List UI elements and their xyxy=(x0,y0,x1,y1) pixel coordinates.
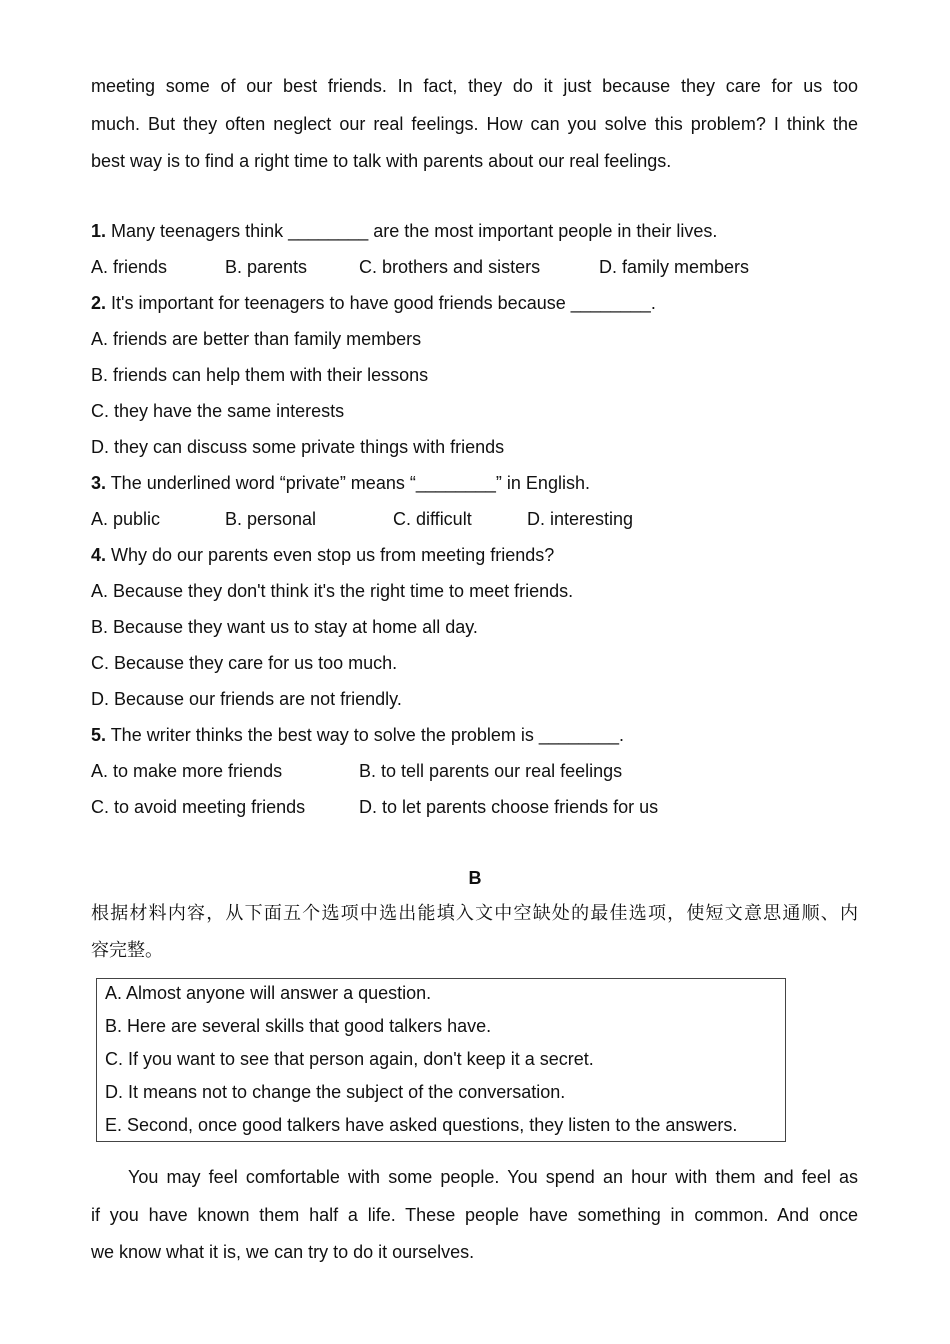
question-5 xyxy=(91,726,624,744)
question-2 xyxy=(91,294,656,312)
question-2-number: 2. xyxy=(91,293,107,313)
question-5-option-c: C. to avoid meeting friends xyxy=(91,797,306,817)
passage-line-1 xyxy=(91,1159,858,1197)
intro-line-2: much. But they often neglect our real feelings. How can you solve this problem? I think the xyxy=(91,113,858,134)
choice-b: B. Here are several skills that good talkers have. xyxy=(105,1016,492,1036)
question-4-option-a: A. Because they don't think it's the right time to meet friends. xyxy=(91,581,574,601)
question-5-stem: The writer thinks the best way to solve the problem is ________. xyxy=(106,725,624,745)
question-4-option-d: D. Because our friends are not friendly. xyxy=(91,689,402,709)
question-5-option-b: B. to tell parents our real feelings xyxy=(359,761,623,781)
intro-line-1: meeting some of our best friends. In fact, they do it just because they care for us too xyxy=(91,76,858,96)
question-3-option-a: A. public xyxy=(91,509,161,529)
question-1-option-a: A. friends xyxy=(91,257,168,277)
choice-c: C. If you want to see that person again, don't keep it a secret. xyxy=(105,1049,594,1069)
choice-d: D. It means not to change the subject of the conversation. xyxy=(105,1082,566,1102)
question-5-option-d: D. to let parents choose friends for us xyxy=(359,797,659,817)
section-b-title: B xyxy=(468,868,482,888)
question-4-number: 4. xyxy=(91,545,107,565)
passage-line-2: if you have known them half a life. These people have something in common. And once xyxy=(91,1204,858,1225)
question-2-option-d: D. they can discuss some private things with friends xyxy=(91,437,505,457)
question-4-option-b: B. Because they want us to stay at home all day. xyxy=(91,617,478,637)
question-1-option-d: D. family members xyxy=(599,257,750,277)
passage-line-3: we know what it is, we can try to do it ourselves. xyxy=(91,1242,475,1262)
question-4-stem: Why do our parents even stop us from meeting friends? xyxy=(106,545,555,565)
choice-e: E. Second, once good talkers have asked questions, they listen to the answers. xyxy=(105,1115,738,1135)
question-3-stem: The underlined word “private” means “________” in English. xyxy=(106,473,590,493)
question-1 xyxy=(91,222,717,240)
question-3-option-d: D. interesting xyxy=(527,509,634,529)
choices-box xyxy=(96,978,786,1142)
section-b-instruction xyxy=(91,895,858,969)
question-2-stem: It's important for teenagers to have good friends because ________. xyxy=(106,293,656,313)
question-1-option-b: B. parents xyxy=(225,257,308,277)
question-2-option-c: C. they have the same interests xyxy=(91,401,345,421)
question-1-option-c: C. brothers and sisters xyxy=(359,257,541,277)
instruction-line-2: 容完整。 xyxy=(91,940,163,960)
question-3-option-c: C. difficult xyxy=(393,509,472,529)
instruction-line-1: 根据材料内容，从下面五个选项中选出能填入文中空缺处的最佳选项，使短文意思通顺、内 xyxy=(91,903,858,923)
intro-paragraph xyxy=(91,68,858,181)
choice-a: A. Almost anyone will answer a question. xyxy=(105,983,432,1003)
question-2-option-b: B. friends can help them with their lessons xyxy=(91,365,429,385)
section-b-passage xyxy=(91,1159,858,1272)
question-5-option-a: A. to make more friends xyxy=(91,761,283,781)
question-2-option-a: A. friends are better than family members xyxy=(91,329,422,349)
question-4 xyxy=(91,546,554,564)
question-3-number: 3. xyxy=(91,473,107,493)
question-5-number: 5. xyxy=(91,725,107,745)
question-1-stem: Many teenagers think ________ are the most important people in their lives. xyxy=(106,221,718,241)
question-1-number: 1. xyxy=(91,221,107,241)
question-4-option-c: C. Because they care for us too much. xyxy=(91,653,398,673)
question-3 xyxy=(91,474,590,492)
intro-line-3: best way is to find a right time to talk with parents about our real feelings. xyxy=(91,151,672,171)
passage-line-1-text: You may feel comfortable with some people. You spend an hour with them and feel as xyxy=(128,1167,858,1187)
question-3-option-b: B. personal xyxy=(225,509,317,529)
